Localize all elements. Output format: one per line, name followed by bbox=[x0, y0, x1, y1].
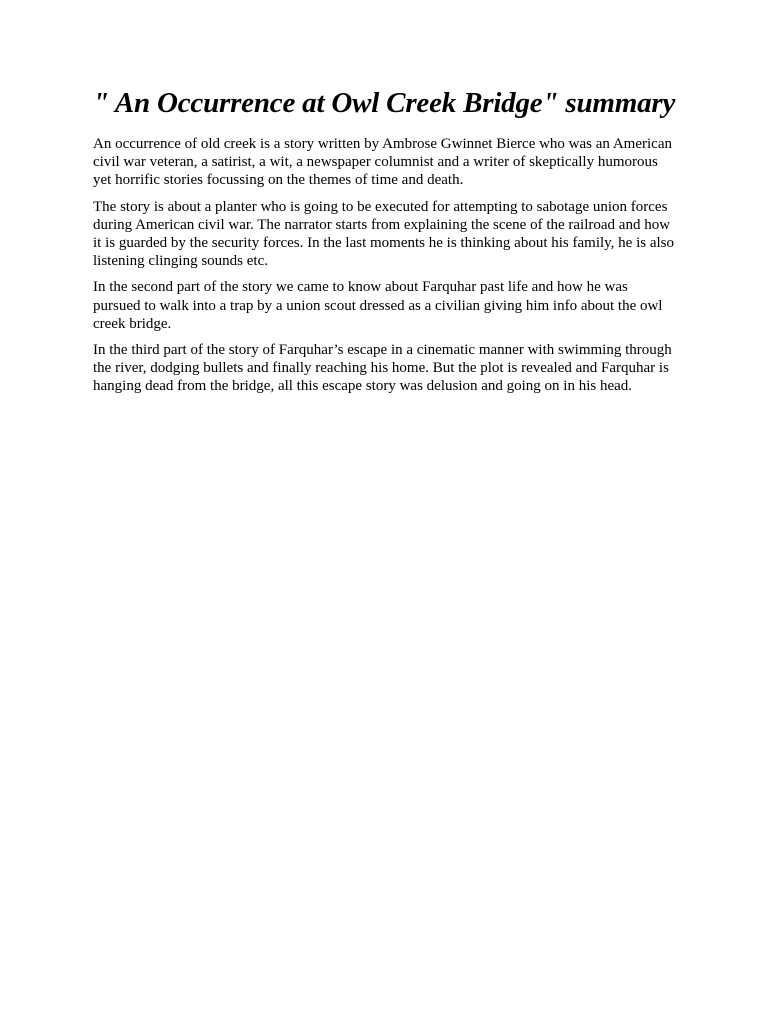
paragraph-third-part: In the third part of the story of Farquhar’s escape in a cinematic manner with swimming through the river, dodging bullets and finally reaching his home. But the plot is revealed and Farquhar is hanging dead from the bridge, all this escape story was delusion and going on in his head. bbox=[93, 342, 672, 395]
document-page bbox=[93, 86, 678, 404]
paragraph-plot-overview: The story is about a planter who is going to be executed for attempting to sabotage union forces during American civil war. The narrator starts from explaining the scene of the railroad and how it is guarded by the security forces. In the last moments he is thinking about his family, he is also listening clinging sounds etc. bbox=[93, 198, 675, 270]
paragraph-author: An occurrence of old creek is a story written by Ambrose Gwinnet Bierce who was an American civil war veteran, a satirist, a wit, a newspaper columnist and a writer of skeptically humorous yet horrific stories focussing on the themes of time and death. bbox=[93, 136, 672, 189]
paragraph-second-part: In the second part of the story we came to know about Farquhar past life and how he was pursued to walk into a trap by a union scout dressed as a civilian giving him info about the owl creek bridge. bbox=[93, 279, 663, 332]
document-title: " An Occurrence at Owl Creek Bridge" summary bbox=[93, 87, 676, 119]
